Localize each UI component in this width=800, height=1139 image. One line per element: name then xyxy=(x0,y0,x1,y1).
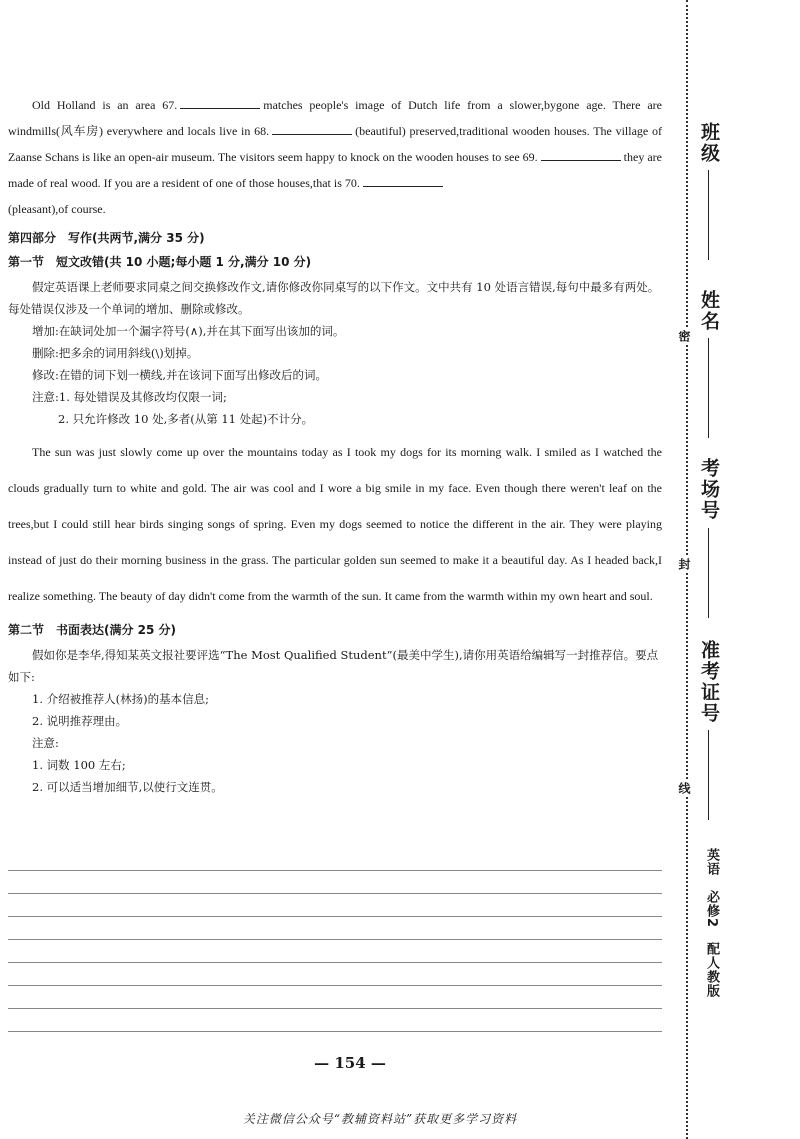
footer-note: 关注微信公众号“教辅资料站”获取更多学习资料 xyxy=(242,1112,518,1126)
exam-room-field[interactable] xyxy=(708,528,709,618)
ticket-number-field[interactable] xyxy=(708,730,709,820)
blank-67[interactable] xyxy=(180,96,260,109)
note-a: 1. 词数 100 左右; xyxy=(32,758,126,772)
section1-title: 第一节 短文改错(共 10 小题;每小题 1 分,满分 10 分) xyxy=(8,255,312,269)
ticket-number-label: 准考证号 xyxy=(698,640,720,724)
rule-modify: 修改:在错的词下划一横线,并在该词下面写出修改后的词。 xyxy=(32,368,328,382)
rule-delete: 删除:把多余的词用斜线(\)划掉。 xyxy=(32,346,199,360)
note-title: 注意: xyxy=(32,736,59,750)
cloze-text-2: matches people's image of Dutch life from a slower,bygone age. There are windmills(风车房) everywhere and locals live in 68. xyxy=(8,98,662,138)
answer-line-6[interactable] xyxy=(8,985,662,986)
point-2: 2. 说明推荐理由。 xyxy=(32,714,128,728)
answer-line-1[interactable] xyxy=(8,870,662,871)
blank-68[interactable] xyxy=(272,122,352,135)
class-label: 班级 xyxy=(698,122,720,164)
name-label: 姓名 xyxy=(698,290,720,332)
answer-line-3[interactable] xyxy=(8,916,662,917)
blank-69[interactable] xyxy=(541,148,621,161)
blank-70[interactable] xyxy=(363,174,443,187)
answer-line-7[interactable] xyxy=(8,1008,662,1009)
class-field[interactable] xyxy=(708,170,709,260)
note-b: 2. 可以适当增加细节,以使行文连贯。 xyxy=(32,780,223,794)
answer-line-5[interactable] xyxy=(8,962,662,963)
section2-intro: 假如你是李华,得知某英文报社要评选“The Most Qualified Student”(最美中学生),请你用英语给编辑写一封推荐信。要点如下: xyxy=(8,648,659,684)
seal-mark-3: 线 xyxy=(677,782,691,794)
answer-line-8[interactable] xyxy=(8,1031,662,1032)
section2-title: 第二节 书面表达(满分 25 分) xyxy=(8,623,177,637)
answer-line-4[interactable] xyxy=(8,939,662,940)
seal-mark-2: 封 xyxy=(677,558,691,570)
page-number: — 154 — xyxy=(314,1054,386,1072)
answer-line-2[interactable] xyxy=(8,893,662,894)
cloze-text-5: (pleasant),of course. xyxy=(8,202,106,216)
part4-title: 第四部分 写作(共两节,满分 35 分) xyxy=(8,231,205,245)
note-2: 2. 只允许修改 10 处,多者(从第 11 处起)不计分。 xyxy=(58,412,314,426)
cloze-text-3: (beautiful) preserved,traditional wooden houses. The village of Zaanse Schans is like an open-air museum. The visitors seem happy to knock on the wooden houses to see 69. xyxy=(8,124,663,164)
rule-add: 增加:在缺词处加一个漏字符号(∧),并在其下面写出该加的词。 xyxy=(32,324,345,338)
cloze-text-1: Old Holland is an area 67. xyxy=(32,98,178,112)
seal-mark-1: 密 xyxy=(677,330,691,342)
note-1: 注意:1. 每处错误及其修改均仅限一词; xyxy=(32,390,227,404)
book-info: 英语 必修2 配人教版 xyxy=(704,848,719,999)
exam-room-label: 考场号 xyxy=(698,458,720,521)
cloze-text-4: they are made of real wood. If you are a resident of one of those houses,that is 70. xyxy=(8,150,662,190)
section1-intro: 假定英语课上老师要求同桌之间交换修改作文,请你修改你同桌写的以下作文。文中共有 10 处语言错误,每句中最多有两处。每处错误仅涉及一个单词的增加、删除或修改。 xyxy=(8,280,660,316)
point-1: 1. 介绍被推荐人(林扬)的基本信息; xyxy=(32,692,209,706)
main-content xyxy=(8,92,662,798)
error-correction-essay: The sun was just slowly come up over the mountains today as I took my dogs for its morning walk. I smiled as I watched the clouds gradually turn to white and gold. The air was cool and I wore a big smile in my face. Even though there weren't leaf on the trees,but I could still hear birds singing songs of spring. Even my dogs seemed to notice the different in the air. They were playing instead of just do their morning business in the grass. The particular golden sun seemed to make it a beautiful day. As I headed back,I realize something. The beauty of day didn't come from the warmth of the sun. It came from the warmth within my own heart and soul. xyxy=(8,445,662,603)
cloze-paragraph xyxy=(8,92,662,222)
name-field[interactable] xyxy=(708,338,709,438)
